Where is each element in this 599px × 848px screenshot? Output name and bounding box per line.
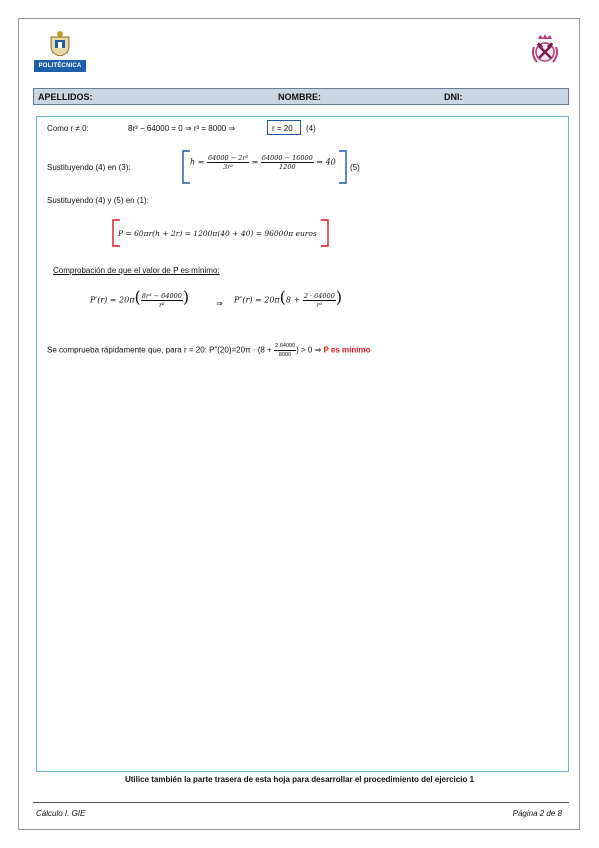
fraction-h-2 [261, 154, 314, 171]
equation-p: P = 60πr(h + 2r) = 1200π(40 + 40) = 96000π euros [118, 229, 317, 238]
implies-arrow: ⇒ [216, 299, 223, 308]
conclusion-fraction [274, 342, 296, 359]
first-derivative: P′(r) = 20π( $\frac{\text{8r³ − 64000}}{\text{r²}}$ ) [90, 287, 190, 309]
equation-tag-4: (4) [306, 124, 316, 133]
fraction-h-2-den: 1200 [279, 163, 296, 171]
crest-icon [48, 30, 72, 56]
logo-text: POLITÉCNICA [34, 60, 86, 72]
conclusion-line [47, 342, 371, 359]
equals-sign: = [251, 157, 259, 167]
university-logo [34, 30, 86, 72]
substitution-label-2: Sustituyendo (4) y (5) en (1): [47, 196, 149, 205]
student-info-bar [33, 88, 569, 105]
check-heading: Comprobación de que el valor de P es mínimo: [53, 266, 220, 275]
second-derivative-fraction [303, 292, 336, 309]
first-derivative-fraction [141, 292, 183, 309]
second-derivative-den: r³ [316, 301, 323, 309]
substitution-label-1: Sustituyendo (4) en (3): [47, 163, 131, 172]
dni-label: DNI: [444, 92, 463, 102]
conclusion-text: Se comprueba rápidamente que, para r = 20: P″(20)=20π · (8 + [47, 345, 272, 355]
fraction-h-1-num: 64000 − 2r³ [207, 154, 249, 162]
h-result: = 40 [316, 157, 336, 167]
nombre-label: NOMBRE: [278, 92, 321, 102]
second-derivative-a: 8 + [285, 295, 301, 305]
equation-tag-5: (5) [350, 163, 360, 172]
equation-h [190, 154, 336, 171]
fraction-h-1-den: 3r² [223, 163, 233, 171]
second-derivative: P″(r) = 20π(8 + $\frac{2 \cdot 64000}{\text{r³}}$ ) [234, 287, 343, 309]
conclusion-after: ) > 0 ⇒ [296, 345, 322, 355]
condition-label: Como r ≠ 0: [47, 124, 89, 133]
result-r: r = 20 [272, 124, 293, 133]
answer-area [36, 116, 569, 772]
footer-divider [33, 802, 569, 803]
page-number: Página 2 de 8 [512, 809, 562, 818]
apellidos-label: APELLIDOS: [38, 92, 93, 102]
instruction-note: Utilice también la parte trasera de esta hoja para desarrollar el procedimiento del ejercicio 1 [124, 775, 475, 784]
first-derivative-num: 8r³ − 64000 [141, 292, 182, 300]
first-derivative-left: P′(r) = 20π [90, 295, 135, 305]
conclusion-result: P es mínimo [323, 345, 371, 355]
h-label: h = [190, 157, 205, 167]
first-derivative-den: r² [158, 301, 165, 309]
conclusion-den: 8000 [278, 352, 292, 358]
conclusion-num: 2·64000 [274, 343, 296, 349]
second-derivative-num: 2 · 64000 [303, 292, 335, 300]
school-emblem [528, 33, 562, 67]
fraction-h-2-num: 64000 − 16000 [261, 154, 313, 162]
fraction-h-1 [207, 154, 249, 171]
course-name: Cálculo I. GIE [36, 809, 86, 818]
second-derivative-left: P″(r) = 20π [234, 295, 280, 305]
crossed-hammers-icon [528, 33, 562, 67]
equation-r: 8r³ − 64000 = 0 ⇒ r³ = 8000 ⇒ [128, 124, 236, 133]
